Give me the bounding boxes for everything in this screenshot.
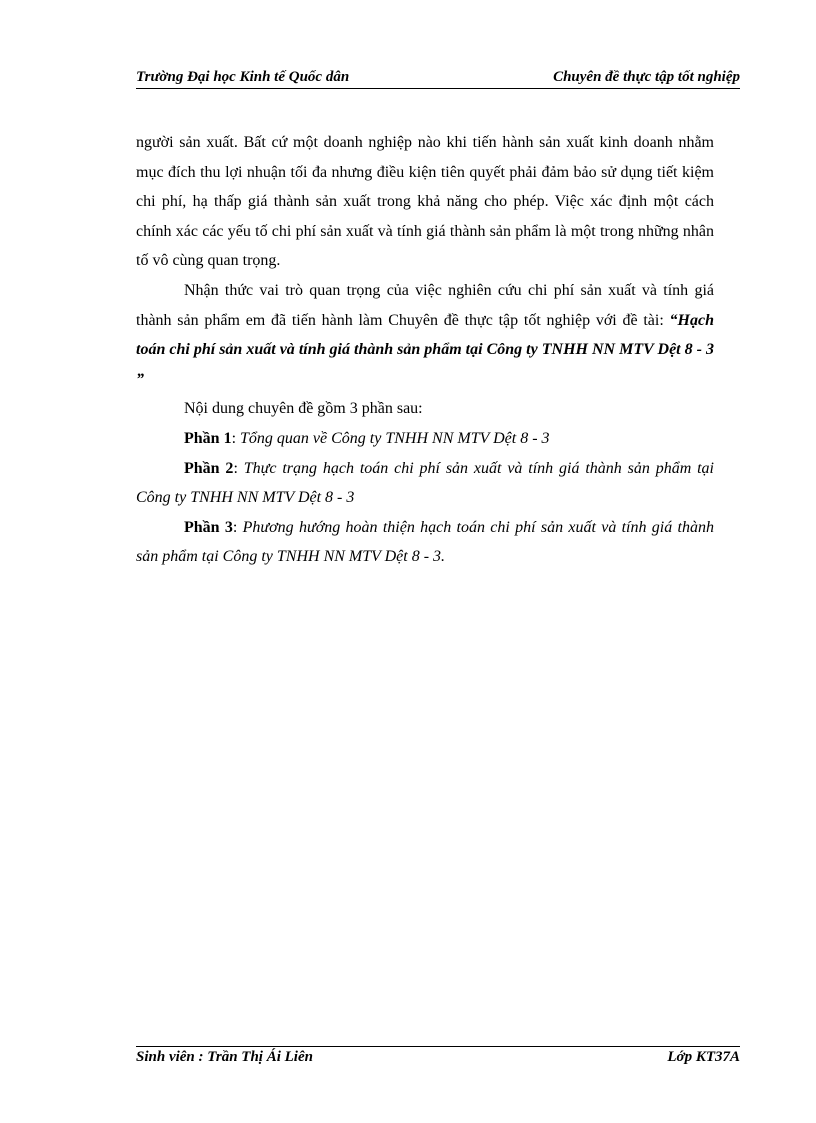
part-text: Thực trạng hạch toán chi phí sản xuất và tính giá thành sản phẩm tại Công ty TNHH NN MTV Dệt 8 - 3 bbox=[136, 459, 715, 507]
part-label: Phần 2 bbox=[184, 459, 234, 477]
header-university: Trường Đại học Kinh tế Quốc dân bbox=[136, 69, 350, 85]
part-label: Phần 1 bbox=[184, 429, 232, 447]
part-label: Phần 3 bbox=[184, 518, 233, 536]
header-report-type: Chuyên đề thực tập tốt nghiệp bbox=[553, 69, 740, 85]
part-text: Tổng quan về Công ty TNHH NN MTV Dệt 8 - 3 bbox=[240, 429, 550, 447]
part-text: Phương hướng hoàn thiện hạch toán chi phí sản xuất và tính giá thành sản phẩm tại Công ty TNHH NN MTV Dệt 8 - 3. bbox=[136, 518, 714, 566]
part-item-1: Phần 1: Tổng quan về Công ty TNHH NN MTV Dệt 8 - 3 bbox=[184, 429, 550, 447]
paragraph-topic bbox=[136, 276, 714, 394]
page-header bbox=[136, 66, 740, 89]
paragraph-continuation: người sản xuất. Bất cứ một doanh nghiệp nào khi tiến hành sản xuất kinh doanh nhằm mục đích thu lợi nhuận tối đa nhưng điều kiện tiên quyết phải đảm bảo sử dụng tiết kiệm chi phí, hạ thấp giá thành sản xuất trong khả năng cho phép. Việc xác định một cách chính xác các yếu tố chi phí sản xuất và tính giá thành sản phẩm là một trong những nhân tố vô cùng quan trọng. bbox=[136, 134, 714, 270]
topic-title: “Hạch toán chi phí sản xuất và tính giá thành sản phẩm tại Công ty TNHH NN MTV Dệt 8 - 3 ” bbox=[136, 311, 714, 388]
topic-intro: Nhận thức vai trò quan trọng của việc nghiên cứu chi phí sản xuất và tính giá thành sản phẩm em đã tiến hành làm Chuyên đề thực tập tốt nghiệp với đề tài: bbox=[136, 281, 714, 329]
paragraph-contents-intro: Nội dung chuyên đề gồm 3 phần sau: bbox=[184, 400, 423, 418]
document-body bbox=[136, 128, 714, 572]
footer-student: Sinh viên : Trần Thị Ái Liên bbox=[136, 1049, 313, 1065]
page-footer bbox=[136, 1046, 740, 1071]
part-item-2: Phần 2: Thực trạng hạch toán chi phí sản xuất và tính giá thành sản phẩm tại Công ty TNHH NN MTV Dệt 8 - 3 bbox=[136, 459, 715, 507]
footer-class: Lớp KT37A bbox=[667, 1049, 740, 1065]
part-item-3: Phần 3: Phương hướng hoàn thiện hạch toán chi phí sản xuất và tính giá thành sản phẩm tại Công ty TNHH NN MTV Dệt 8 - 3. bbox=[136, 518, 714, 566]
